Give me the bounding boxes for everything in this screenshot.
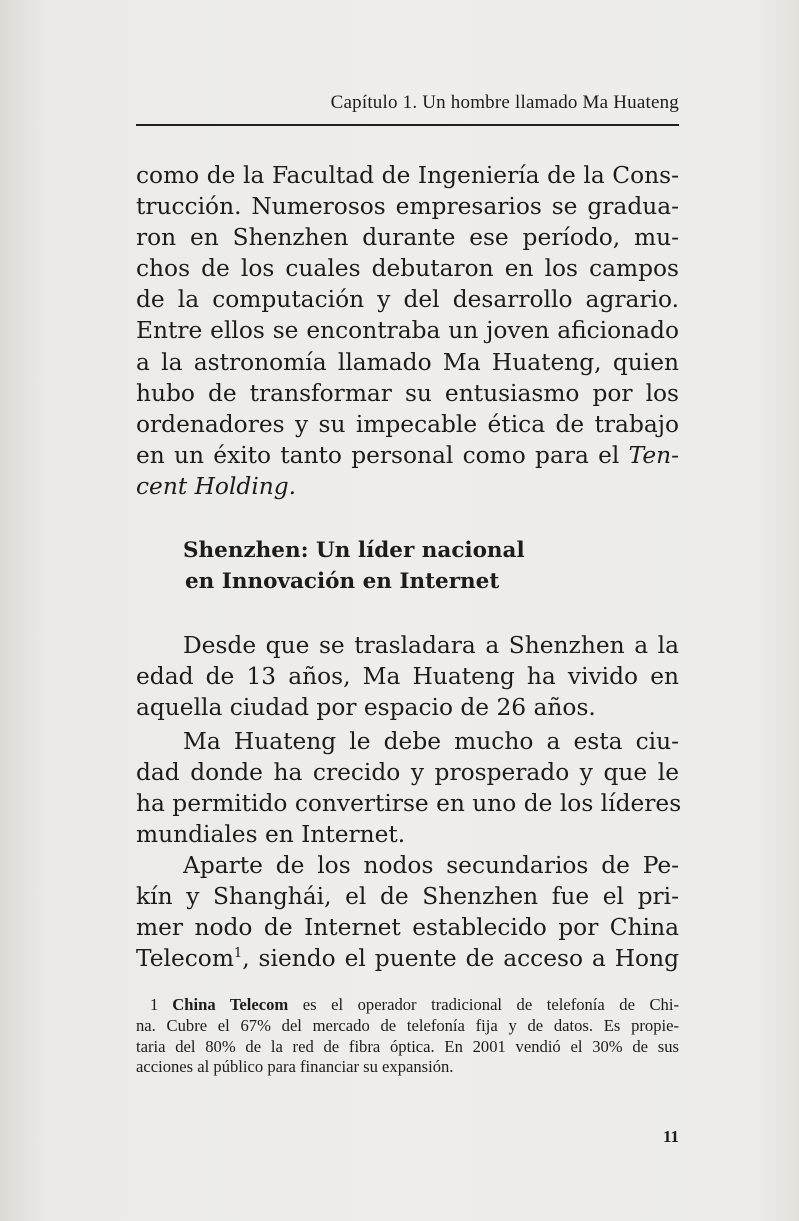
text-line: mer nodo de Internet establecido por China (136, 914, 679, 942)
text-line: ron en Shenzhen durante ese período, mu- (136, 224, 679, 252)
paragraph-1 (136, 160, 679, 502)
text-line: ha permitido convertirse en uno de los líderes (136, 790, 682, 818)
text-line: aquella ciudad por espacio de 26 años. (136, 694, 596, 722)
text-line: dad donde ha crecido y prosperado y que le (136, 759, 679, 787)
text-line: Aparte de los nodos secundarios de Pe- (183, 852, 679, 879)
paragraph-4 (136, 850, 679, 974)
text-line: a la astronomía llamado Ma Huateng, quien (136, 348, 679, 376)
paragraph-3 (136, 726, 682, 850)
footnote-text: es el operador tradicional de telefonía de Chi- (302, 995, 679, 1014)
text-line: Ma Huateng le debe mucho a esta ciu- (183, 728, 679, 755)
italic-fragment: cent (136, 472, 188, 500)
text-line: ordenadores y su impecable ética de trabajo (136, 410, 679, 438)
text-line: de la computación y del desarrollo agrario. (136, 286, 679, 314)
footnotes (136, 995, 679, 1078)
paragraph-2 (136, 630, 679, 723)
footnote-number: 1 (150, 995, 159, 1014)
text-fragment: , siendo el puente de acceso a Hong (242, 945, 679, 973)
footnote-term: China Telecom (172, 995, 289, 1014)
running-head: Capítulo 1. Un hombre llamado Ma Huateng (330, 92, 679, 113)
text-line: kín y Shanghái, el de Shenzhen fue el pri- (136, 883, 679, 911)
text-line (136, 471, 679, 502)
heading-line: Shenzhen: Un líder nacional (183, 538, 525, 563)
text-line: hubo de transformar su entusiasmo por los (136, 379, 679, 407)
footnote-line: na. Cubre el 67% del mercado de telefonía fija y de datos. Es propie- (136, 1015, 679, 1035)
italic-fragment: Holding. (194, 472, 297, 500)
text-line: como de la Facultad de Ingeniería de la Cons- (136, 162, 679, 189)
text-line: mundiales en Internet. (136, 821, 406, 849)
page-number: 11 (662, 1127, 679, 1146)
text-fragment: Telecom (136, 945, 234, 973)
text-line (136, 440, 679, 471)
heading-line: en Innovación en Internet (185, 569, 500, 594)
text-line: trucción. Numerosos empresarios se gradua- (136, 193, 679, 221)
text-line (136, 943, 679, 974)
italic-fragment: Ten- (628, 441, 680, 469)
text-line: chos de los cuales debutaron en los campos (136, 255, 679, 283)
header-rule (136, 124, 679, 126)
text-line: edad de 13 años, Ma Huateng ha vivido en (136, 663, 679, 691)
text-line: Entre ellos se encontraba un joven aficionado (136, 317, 679, 345)
footnote-line (136, 995, 679, 1016)
footnote-line: taria del 80% de la red de fibra óptica. En 2001 vendió el 30% de sus (136, 1036, 679, 1056)
text-line: Desde que se trasladara a Shenzhen a la (183, 632, 679, 659)
section-heading (136, 535, 679, 597)
footnote-line: acciones al público para financiar su expansión. (136, 1057, 454, 1077)
footnote-ref[interactable]: 1 (233, 946, 243, 962)
text-fragment: en un éxito tanto personal como para el (136, 441, 620, 469)
